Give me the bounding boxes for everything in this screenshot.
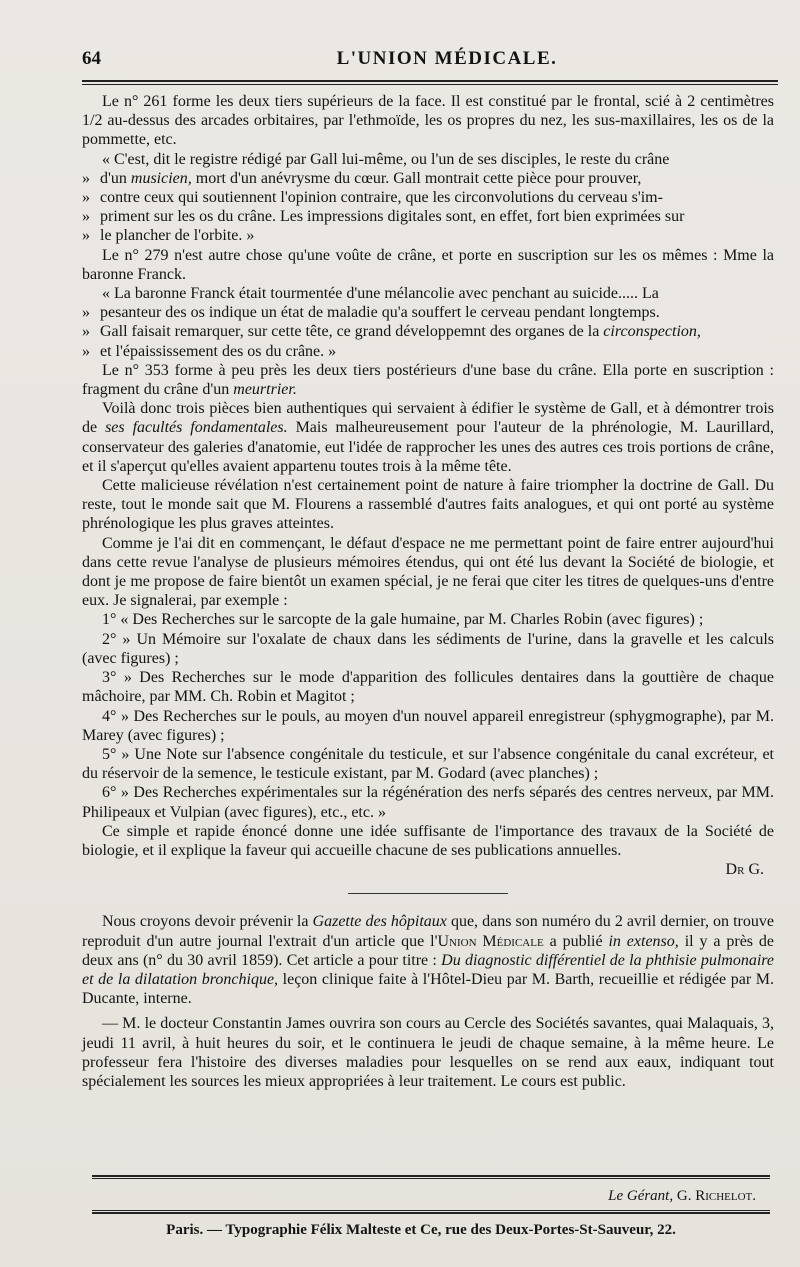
quote-text: contre ceux qui soutiennent l'opinion contraire, que les circonvolutions du cerveau s'im-	[100, 189, 663, 207]
paragraph	[82, 399, 774, 476]
paragraph: Ce simple et rapide énoncé donne une idée suffisante de l'importance des travaux de la Société de biologie, et il explique la faveur qui accueille chacune de ses publications annuelles.	[82, 822, 774, 859]
page-number: 64	[82, 48, 101, 69]
paragraph: Le n° 261 forme les deux tiers supérieurs de la face. Il est constitué par le frontal, scié à 2 centimètres 1/2 au-dessus des arcades orbitaires, par l'ethmoïde, les os propres du nez, les sus-maxillaires, les os de la pommette, etc.	[82, 93, 774, 149]
paragraph-text: il y a près de deux ans (n° du 30 avril 1859). Cet article a pour titre :	[82, 932, 775, 969]
article-title: Du diagnostic différentiel de la phthisie pulmonaire et de la dilatation bronchique,	[82, 951, 774, 988]
footer-rule	[92, 1175, 770, 1179]
quote-line: « La baronne Franck était tourmentée d'une mélancolie avec penchant au suicide..... La	[102, 285, 659, 303]
list-item: 6° » Des Recherches expérimentales sur la régénération des nerfs séparés des centres nerveux, par MM. Philipeaux et Vulpian (avec figures), etc., etc. »	[82, 784, 774, 821]
signature: Dr G.	[725, 861, 764, 879]
paragraph-italic: ses facultés fondamentales.	[105, 419, 288, 437]
paragraph: Le n° 279 n'est autre chose qu'une voûte de crâne, et porte en suscription sur les os mêmes : Mme la baronne Franck.	[82, 246, 774, 283]
paragraph-text: leçon clinique faite à l'Hôtel-Dieu par M. Barth, recueillie et rédigée par M. Ducante, interne.	[82, 970, 774, 1008]
quote-mark: »	[82, 342, 90, 360]
paragraph: Comme je l'ai dit en commençant, le défaut d'espace ne me permettant point de faire entrer aujourd'hui dans cette revue l'analyse de plusieurs mémoires étendus, qui ont été lus devant la Société de biologie, et dont je me propose de faire bientôt un examen spécial, je ne ferai que citer les titres de quelques-uns d'entre eux. Je signalerai, par exemple :	[82, 534, 774, 610]
printer-imprint: Paris. — Typographie Félix Malteste et Ce, rue des Deux-Portes-St-Sauveur, 22.	[166, 1222, 676, 1238]
quote-mark: »	[82, 208, 90, 226]
quote-line: « C'est, dit le registre rédigé par Gall lui-même, ou l'un de ses disciples, le reste du crâne	[102, 150, 670, 168]
paragraph-italic: meurtrier.	[233, 381, 297, 399]
quote-mark: »	[82, 227, 90, 245]
list-item: 4° » Des Recherches sur le pouls, au moyen d'un nouvel appareil enregistreur (sphygmographe), par M. Marey (avec figures) ;	[82, 707, 774, 744]
quote-mark: »	[82, 304, 90, 322]
header-rule	[82, 80, 778, 85]
quote-italic: circonspection,	[603, 323, 701, 341]
quote-text: Gall faisait remarquer, sur cette tête, ce grand développemnt des organes de la	[100, 323, 604, 341]
quote-mark: »	[82, 189, 90, 207]
quote-line	[82, 322, 774, 341]
quote-text: pesanteur des os indique un état de maladie qu'a souffert le cerveau pendant longtemps.	[100, 304, 660, 322]
section-separator	[348, 893, 508, 894]
paragraph-text: Voilà donc trois pièces bien authentiques qui servaient à édifier le système de Gall, et à démontrer trois de	[82, 400, 774, 437]
quote-line	[82, 207, 774, 226]
paragraph: Cette malicieuse révélation n'est certainement point de nature à faire triompher la doctrine de Gall. Du reste, tout le monde sait que M. Flourens a rassemblé d'autres faits analogues, et qui ont porté au système phrénologique les plus graves atteintes.	[82, 477, 774, 533]
quote-mark: »	[82, 169, 90, 187]
quote-line	[82, 169, 774, 188]
paragraph-text: Le n° 353 forme à peu près les deux tiers postérieurs d'une base du crâne. Ella porte en suscription : fragment du crâne d'un	[82, 361, 774, 399]
quote-text: le plancher de l'orbite. »	[100, 227, 255, 245]
paragraph-text: Nous croyons devoir prévenir la	[102, 913, 313, 931]
quote-line	[82, 226, 774, 245]
quote-text: et l'épaississement des os du crâne. »	[100, 342, 337, 360]
notice-paragraph	[82, 912, 774, 1008]
journal-name: Union Médicale	[437, 932, 544, 950]
quote-mark: »	[82, 323, 90, 341]
quote-line	[82, 342, 774, 361]
gerant-line	[608, 1188, 756, 1205]
page-header	[82, 46, 772, 76]
quote-text: priment sur les os du crâne. Les impressions digitales sont, en effet, fort bien exprimées sur	[100, 208, 685, 226]
paragraph	[82, 361, 774, 399]
article-body	[82, 92, 774, 1091]
running-title: L'UNION MÉDICALE.	[336, 48, 558, 69]
paragraph-italic: Gazette des hôpitaux	[312, 913, 447, 931]
list-item: 3° » Des Recherches sur le mode d'apparition des follicules dentaires dans la gouttière de chaque mâchoire, par MM. Ch. Robin et Magitot ;	[82, 669, 774, 706]
list-item: 1° « Des Recherches sur le sarcopte de la gale humaine, par M. Charles Robin (avec figures) ;	[102, 611, 704, 629]
quote-line	[82, 188, 774, 207]
paragraph-text: Mais malheureusement pour l'auteur de la phrénologie, M. Laurillard, conservateur des galeries d'anatomie, eut l'idée de rapprocher les unes des autres ces trois portions de crâne, et il s'aperçut qu'elles avaient appartenu toutes trois à la même tête.	[82, 419, 774, 475]
footer-rule	[92, 1210, 770, 1214]
gerant-label: Le Gérant,	[608, 1188, 674, 1204]
quote-text: d'un	[100, 169, 131, 187]
quote-text: mort d'un anévrysme du cœur. Gall montrait cette pièce pour prouver,	[191, 169, 642, 187]
list-item: 5° » Une Note sur l'absence congénitale du testicule, et sur l'absence congénitale du canal excréteur, et du réservoir de la semence, le testicule existant, par M. Godard (avec planches) ;	[82, 745, 774, 783]
paragraph-text: a publié	[543, 932, 609, 950]
gerant-name: G. Richelot.	[676, 1188, 756, 1204]
quote-line	[82, 303, 774, 322]
paragraph-text: que, dans son numéro du 2 avril dernier, on trouve reproduit d'un autre journal l'extrait d'un article que l'	[82, 913, 774, 950]
quote-italic: musicien,	[130, 169, 192, 187]
paragraph-italic: in extenso,	[608, 932, 679, 950]
notice-paragraph: — M. le docteur Constantin James ouvrira son cours au Cercle des Sociétés savantes, quai Malaquais, 3, jeudi 11 avril, à huit heures du soir, et le continuera le jeudi de chaque semaine, à la même heure. Le professeur fera l'histoire des diverses maladies pour lesquelles on se rend aux eaux, indiquant tout spécialement les sources les mieux appropriées à leur traitement. Le cours est public.	[82, 1015, 774, 1090]
list-item: 2° » Un Mémoire sur l'oxalate de chaux dans les sédiments de l'urine, dans la gravelle et les calculs (avec figures) ;	[82, 630, 774, 667]
